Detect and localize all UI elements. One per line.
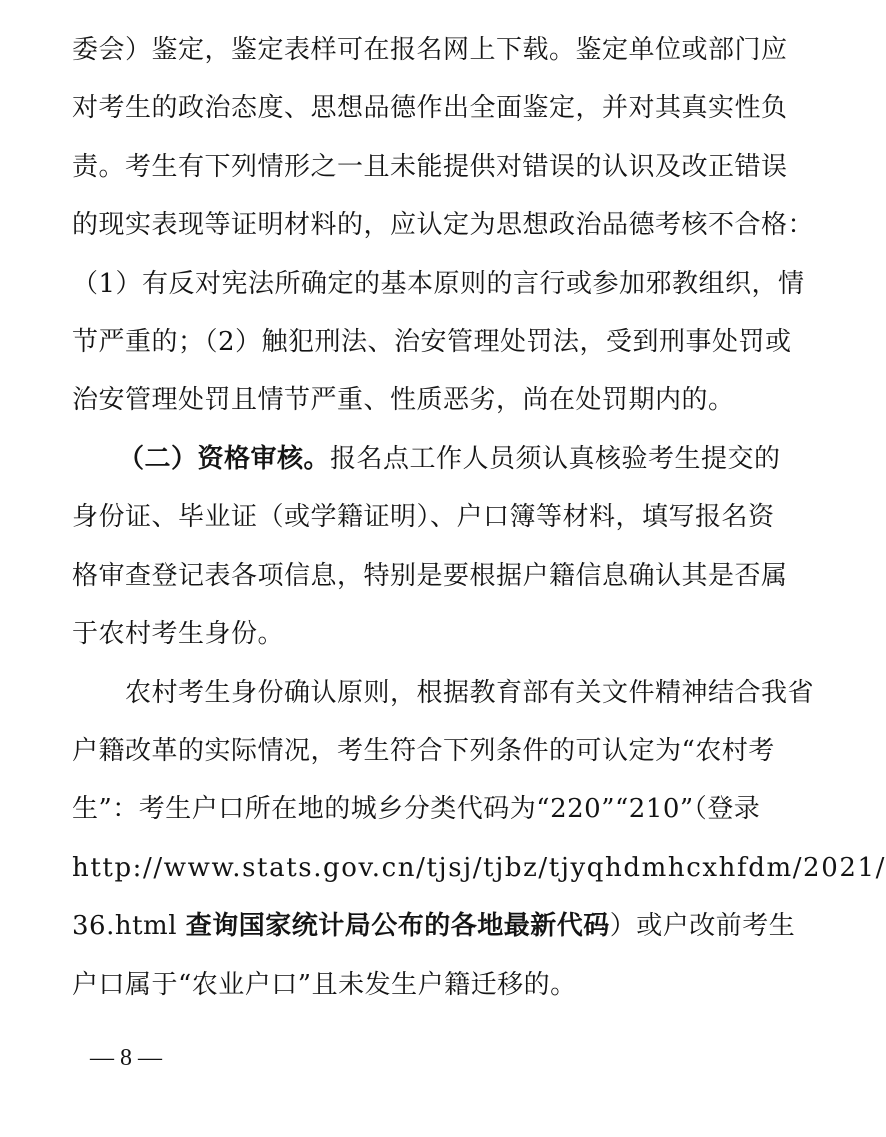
text-line: 节严重的；（2）触犯刑法、治安管理处罚法，受到刑事处罚或 [72, 327, 792, 357]
text-line: 农村考生身份确认原则，根据教育部有关文件精神结合我省 [125, 678, 815, 708]
text-line: 责。考生有下列情形之一且未能提供对错误的认识及改正错误 [72, 152, 788, 182]
text-line: 户口属于“农业户口”且未发生户籍迁移的。 [72, 970, 577, 1000]
text-line: 的现实表现等证明材料的，应认定为思想政治品德考核不合格： [72, 210, 815, 240]
text-line: 对考生的政治态度、思想品德作出全面鉴定，并对其真实性负 [72, 93, 788, 123]
text-line: 于农村考生身份。 [72, 619, 285, 649]
text-line: 户籍改革的实际情况，考生符合下列条件的可认定为“农村考 [72, 736, 775, 766]
text-line: 格审查登记表各项信息，特别是要根据户籍信息确认其是否属 [72, 561, 788, 591]
url-line: http://www.stats.gov.cn/tjsj/tjbz/tjyqhdmhcxhfdm/2021/ [72, 853, 886, 883]
text-span: 报名点工作人员须认真核验考生提交的 [330, 444, 781, 474]
page-number: — 8 — [90, 1045, 162, 1071]
url-fragment: 36.html [72, 911, 178, 941]
text-line: 身份证、毕业证（或学籍证明）、户口簿等材料，填写报名资 [72, 502, 775, 532]
section-heading-qualification: （二）资格审核。 [118, 444, 331, 474]
text-span: ）或户改前考生 [609, 911, 796, 941]
text-line: 生”：考生户口所在地的城乡分类代码为“220”“210”（登录 [72, 794, 761, 824]
section-heading-line [118, 431, 781, 487]
bold-note: 查询国家统计局公布的各地最新代码 [185, 911, 610, 941]
text-line: 委会）鉴定，鉴定表样可在报名网上下载。鉴定单位或部门应 [72, 35, 788, 65]
text-line: 治安管理处罚且情节严重、性质恶劣，尚在处罚期内的。 [72, 385, 735, 415]
text-line: （1）有反对宪法所确定的基本原则的言行或参加邪教组织，情 [72, 269, 805, 299]
text-line-with-bold [72, 898, 796, 954]
